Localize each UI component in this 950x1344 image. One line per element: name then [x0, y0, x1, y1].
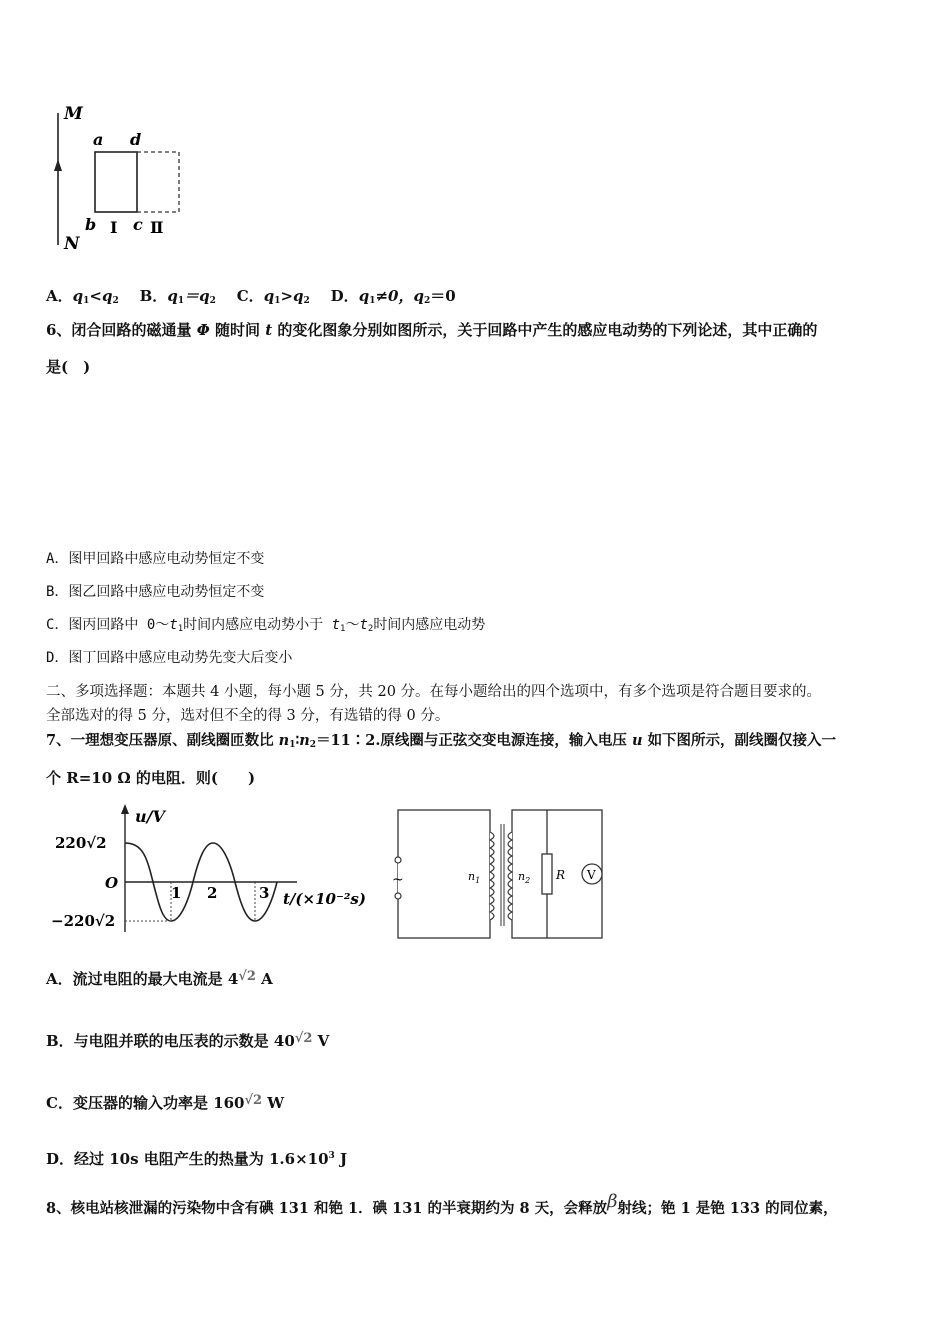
q7-option-a[interactable]: A．流过电阻的最大电流是 4√2 A: [46, 969, 273, 988]
secondary-coil: [508, 832, 512, 920]
primary-circuit: [398, 810, 490, 938]
q6-option-c[interactable]: C．图丙回路中 $0\sim t_1$时间内感应电动势小于 $t_1\sim t_2$时间内感应电动势: [46, 617, 486, 634]
label-v: V: [587, 868, 596, 882]
q7-option-b[interactable]: B．与电阻并联的电压表的示数是 40√2 V: [46, 1031, 330, 1050]
q5-option-c[interactable]: C．$q_1>q_2$: [236, 287, 310, 306]
q6-option-d[interactable]: D．图丁回路中感应电动势先变大后变小: [46, 650, 293, 666]
label-n: N: [64, 234, 80, 254]
q5-option-a[interactable]: A．$q_1<q_2$: [46, 287, 119, 306]
beta-symbol: β: [607, 1191, 618, 1212]
graph-ymin-label: −220√2: [51, 912, 116, 930]
loop-position-2: [137, 152, 179, 212]
section2-line2: 全部选对的得 5 分，选对但不全的得 3 分，有选错的得 0 分。: [46, 708, 450, 724]
q6-option-a[interactable]: A．图甲回路中感应电动势恒定不变: [46, 551, 265, 567]
q6-stem-line1: 6、闭合回路的磁通量 Φ 随时间 t 的变化图象分别如图所示，关于回路中产生的感应电动势的下列论述，其中正确的: [46, 321, 818, 339]
graph-tick-2: 2: [207, 884, 218, 902]
q5-option-d[interactable]: D．$q_1\ne 0$，$q_2=0$: [330, 287, 456, 306]
label-n1: $n_1$: [468, 870, 481, 885]
label-region-1: Ⅰ: [110, 218, 118, 237]
source-symbol-icon: ~: [392, 872, 404, 888]
q7-stem-line1: 7、一理想变压器原、副线圈匝数比 $n_1∶n_2=11∶2$.原线圈与正弦交变电源连接，输入电压 u 如下图所示，副线圈仅接入一: [46, 732, 837, 750]
graph-y-label: u/V: [135, 807, 165, 826]
q7-stem-line2: 个 R=10 Ω 的电阻．则( ): [46, 769, 256, 787]
label-m: M: [64, 104, 83, 124]
arrow-up-icon: [54, 159, 62, 171]
q5-figure: [40, 95, 200, 260]
q8-stem: 8、核电站核泄漏的污染物中含有碘 131 和铯 1．碘 131 的半衰期约为 8 天，会释放β射线；铯 1 是铯 133 的同位素，: [46, 1191, 838, 1217]
voltage-graph: [45, 800, 375, 940]
label-r: R: [556, 868, 566, 882]
transformer-circuit: [390, 802, 610, 947]
graph-y-arrow-icon: [121, 804, 129, 814]
primary-coil: [490, 832, 494, 920]
label-c: c: [133, 215, 143, 234]
q7-option-d[interactable]: D．经过 10s 电阻产生的热量为 $1.6\times 10^3$ J: [46, 1150, 348, 1168]
q5-option-b[interactable]: B．$q_1=q_2$: [139, 287, 216, 306]
graph-origin-label: O: [105, 874, 119, 892]
graph-tick-1: 1: [171, 884, 182, 902]
graph-tick-3: 3: [259, 884, 270, 902]
label-region-2: Ⅱ: [150, 218, 164, 237]
section2-line1: 二、多项选择题：本题共 4 小题，每小题 5 分，共 20 分。在每小题给出的四个选项中，有多个选项是符合题目要求的。: [46, 684, 822, 700]
loop-position-1: [95, 152, 137, 212]
graph-x-label: t/(×10⁻²s): [283, 890, 366, 908]
source-terminal-bottom: [395, 893, 401, 899]
q6-stem-line2: 是( ): [46, 358, 91, 376]
label-d: d: [130, 130, 142, 149]
label-b: b: [85, 215, 97, 234]
label-n2: $n_2$: [518, 870, 531, 885]
graph-ymax-label: 220√2: [55, 834, 107, 852]
q5-options: [46, 286, 456, 311]
source-terminal-top: [395, 857, 401, 863]
resistor-symbol: [542, 854, 552, 894]
q7-option-c[interactable]: C．变压器的输入功率是 160√2 W: [46, 1093, 285, 1112]
label-a: a: [93, 130, 104, 149]
q6-option-b[interactable]: B．图乙回路中感应电动势恒定不变: [46, 584, 265, 600]
